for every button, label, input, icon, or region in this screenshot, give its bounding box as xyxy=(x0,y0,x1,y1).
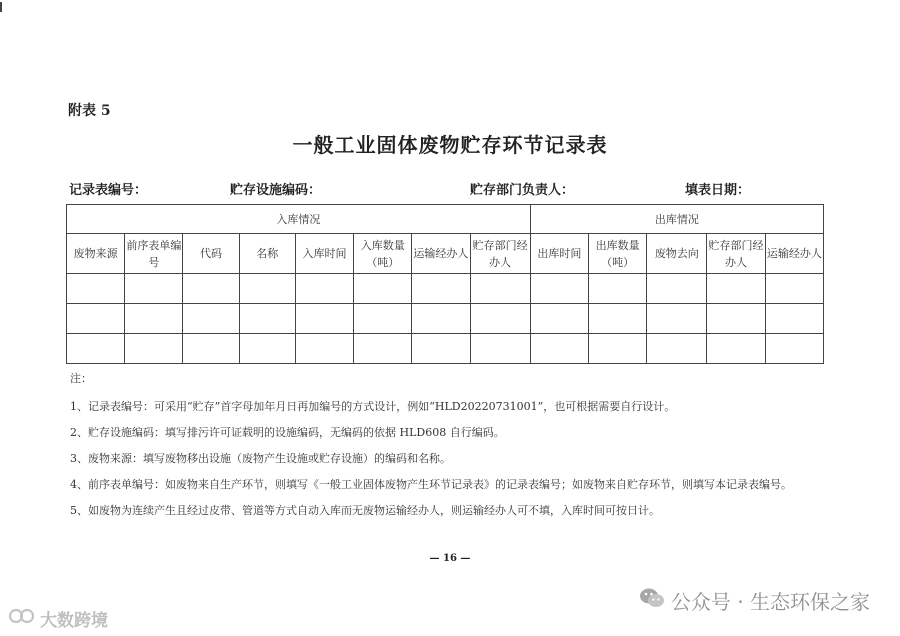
col-header: 出库时间 xyxy=(530,234,588,274)
col-header: 入库时间 xyxy=(295,234,353,274)
fill-date-label: 填表日期： xyxy=(685,183,751,198)
storage-record-table xyxy=(66,204,824,364)
col-header: 运输经办人 xyxy=(765,234,823,274)
col-header: 前序表单编号 xyxy=(125,234,183,274)
note-item: 2、贮存设施编码：填写排污许可证载明的设施编码，无编码的依据 HLD608 自行编码。 xyxy=(70,426,505,439)
facility-no-label: 贮存设施编码： xyxy=(230,183,322,198)
table-row xyxy=(67,274,824,304)
col-header: 贮存部门经办人 xyxy=(470,234,530,274)
col-header: 废物来源 xyxy=(67,234,125,274)
watermark-right xyxy=(639,586,870,615)
group-header-out: 出库情况 xyxy=(530,205,823,234)
group-header-in: 入库情况 xyxy=(67,205,531,234)
col-header: 运输经办人 xyxy=(412,234,470,274)
watermark-left-text: 大数跨境 xyxy=(40,611,108,631)
note-item: 4、前序表单编号：如废物来自生产环节，则填写《一般工业固体废物产生环节记录表》的记录表编号；如废物来自贮存环节，则填写本记录表编号。 xyxy=(70,478,792,491)
logo-icon xyxy=(8,607,36,630)
watermark-right-text: 公众号 · 生态环保之家 xyxy=(670,590,870,614)
col-header: 出库数量（吨） xyxy=(588,234,646,274)
page-number: — 16 — xyxy=(429,553,471,564)
col-header: 代码 xyxy=(183,234,239,274)
col-header: 入库数量（吨） xyxy=(354,234,412,274)
record-no-label: 记录表编号： xyxy=(69,183,148,198)
notes-section xyxy=(70,370,792,529)
notes-heading: 注： xyxy=(70,372,92,385)
watermark-left xyxy=(8,606,108,631)
dept-head-label: 贮存部门负责人： xyxy=(470,183,575,198)
note-item: 1、记录表编号：可采用“贮存”首字母加年月日再加编号的方式设计，例如“HLD20220731001”，也可根据需要自行设计。 xyxy=(70,400,676,413)
wechat-icon xyxy=(639,587,665,614)
appendix-label: 附表 5 xyxy=(68,103,111,119)
note-item: 5、如废物为连续产生且经过皮带、管道等方式自动入库而无废物运输经办人，则运输经办人可不填，入库时间可按日计。 xyxy=(70,504,660,517)
table-row xyxy=(67,304,824,334)
note-item: 3、废物来源：填写废物移出设施（废物产生设施或贮存设施）的编码和名称。 xyxy=(70,452,451,465)
document-title: 一般工业固体废物贮存环节记录表 xyxy=(292,133,608,157)
col-header: 贮存部门经办人 xyxy=(707,234,765,274)
col-header: 名称 xyxy=(239,234,295,274)
table-row xyxy=(67,334,824,364)
scan-corner-mark xyxy=(0,2,14,12)
col-header: 废物去向 xyxy=(647,234,707,274)
